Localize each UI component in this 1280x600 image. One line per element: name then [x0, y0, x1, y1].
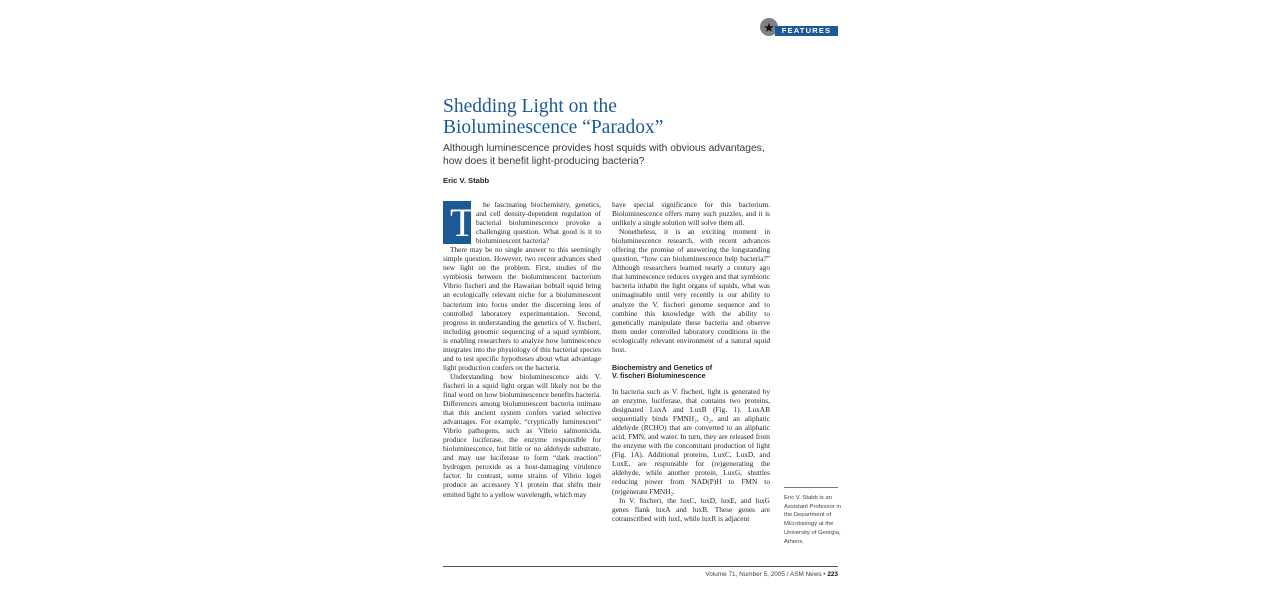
- section-heading-line-2: V. fischeri Bioluminescence: [612, 372, 706, 381]
- paragraph-intro: [443, 200, 601, 245]
- title-line-2: Bioluminescence “Paradox”: [443, 117, 664, 138]
- paragraph: have special significance for this bacterium. Bioluminescence offers many such puzzles, and it is unlikely a single solution will solve them all.: [612, 200, 770, 228]
- intro-text: he fascinating biochemistry, genetics, and cell density-dependent regulation of bacterial bioluminescence provoke a challenging question. What good is it to bioluminescent bacteria?: [476, 200, 601, 246]
- author-bio: Eric V. Stabb is an Assistant Professor in the Department of Microbiology at the University of Georgia, Athens.: [784, 495, 841, 545]
- footer-divider: [443, 566, 838, 567]
- paragraph: Nonetheless, it is an exciting moment in bioluminescence research, with recent advances offering the promise of answering the longstanding question, “how can bioluminescence help bacteria?” Although researchers learned nearly a century ago that luminescence reduces oxygen and that symbiotic bacteria inhabit the light organs of squids, what was unimaginable until very recently is our ability to analyze the V. fischeri genome sequence and to combine this knowledge with the ability to genetically manipulate these bacteria and observe them under controlled laboratory conditions in the ecologically relevant environment of a natural squid host.: [612, 227, 770, 354]
- article-title: [443, 96, 803, 138]
- article-subtitle: Although luminescence provides host squids with obvious advantages, how does it benefit light-producing bacteria?: [443, 143, 765, 167]
- section-tab: [760, 18, 838, 38]
- section-heading-line-1: Biochemistry and Genetics of: [612, 363, 713, 372]
- article-author: Eric V. Stabb: [443, 176, 490, 185]
- section-heading: [612, 364, 770, 381]
- section-tab-label: FEATURES: [775, 26, 838, 36]
- paragraph: There may be no single answer to this seemingly simple question. However, two recent advances shed new light on the problem. First, studies of the symbiosis between the bioluminescent bacterium Vibrio fischeri and the Hawaiian bobtail squid bring an ecologically relevant niche for a bioluminescent bacterium into focus under the discerning lens of controlled laboratory experimentation. Second, progress in understanding the genetics of V. fischeri, including genomic sequencing of a squid symbiont, is enabling researchers to analyze how luminescence integrates into the physiology of this bacterial species and to test specific hypotheses about what advantage light production confers on the bacteria.: [443, 245, 601, 372]
- page-footer: [600, 571, 838, 578]
- paragraph: In V. fischeri, the luxC, luxD, luxE, and luxG genes flank luxA and luxB. These genes are cotranscribed with luxI, while luxR is adjacent: [612, 495, 770, 523]
- paragraph: In bacteria such as V. fischeri, light is generated by an enzyme, luciferase, that contains two proteins, designated LuxA and LuxB (Fig. 1). LuxAB sequentially binds FMNH₂, O₂, and an aliphatic aldehyde (RCHO) that are converted to an aliphatic acid, FMN, and water. In turn, they are released from the enzyme with the concomitant production of light (Fig. 1A). Additional proteins, LuxC, LuxD, and LuxE, are responsible for (re)generating the aldehyde, while another protein, LuxG, shuttles reducing power from NAD(P)H to FMN to (re)generate FMNH₂.: [612, 386, 770, 496]
- footer-citation: Volume 71, Number 5, 2005 / ASM News •: [705, 571, 828, 578]
- star-icon: ★: [763, 21, 775, 36]
- bio-divider: [784, 487, 838, 488]
- dropcap: T: [443, 201, 471, 244]
- body-column-left: [443, 200, 601, 499]
- paragraph: Understanding how bioluminescence aids V. fischeri in a squid light organ will likely not be the final word on how bioluminescence benefits bacteria. Differences among bioluminescent bacteria intimate that this ancient system confers varied selective advantages. For example, “cryptically luminescent” Vibrio pathogens, such as Vibrio salmonicida, produce luciferase, the enzyme responsible for bioluminescence, but little or no aldehyde substrate, and may use luciferase to form “dark reaction” hydrogen peroxide as a host-damaging virulence factor. In contrast, some strains of Vibrio logei produce an accessory Y1 protein that shifts their emitted light to a yellow wavelength, which may: [443, 371, 601, 499]
- page-number: 223: [827, 571, 838, 578]
- body-column-right: [612, 200, 770, 523]
- title-line-1: Shedding Light on the: [443, 96, 617, 117]
